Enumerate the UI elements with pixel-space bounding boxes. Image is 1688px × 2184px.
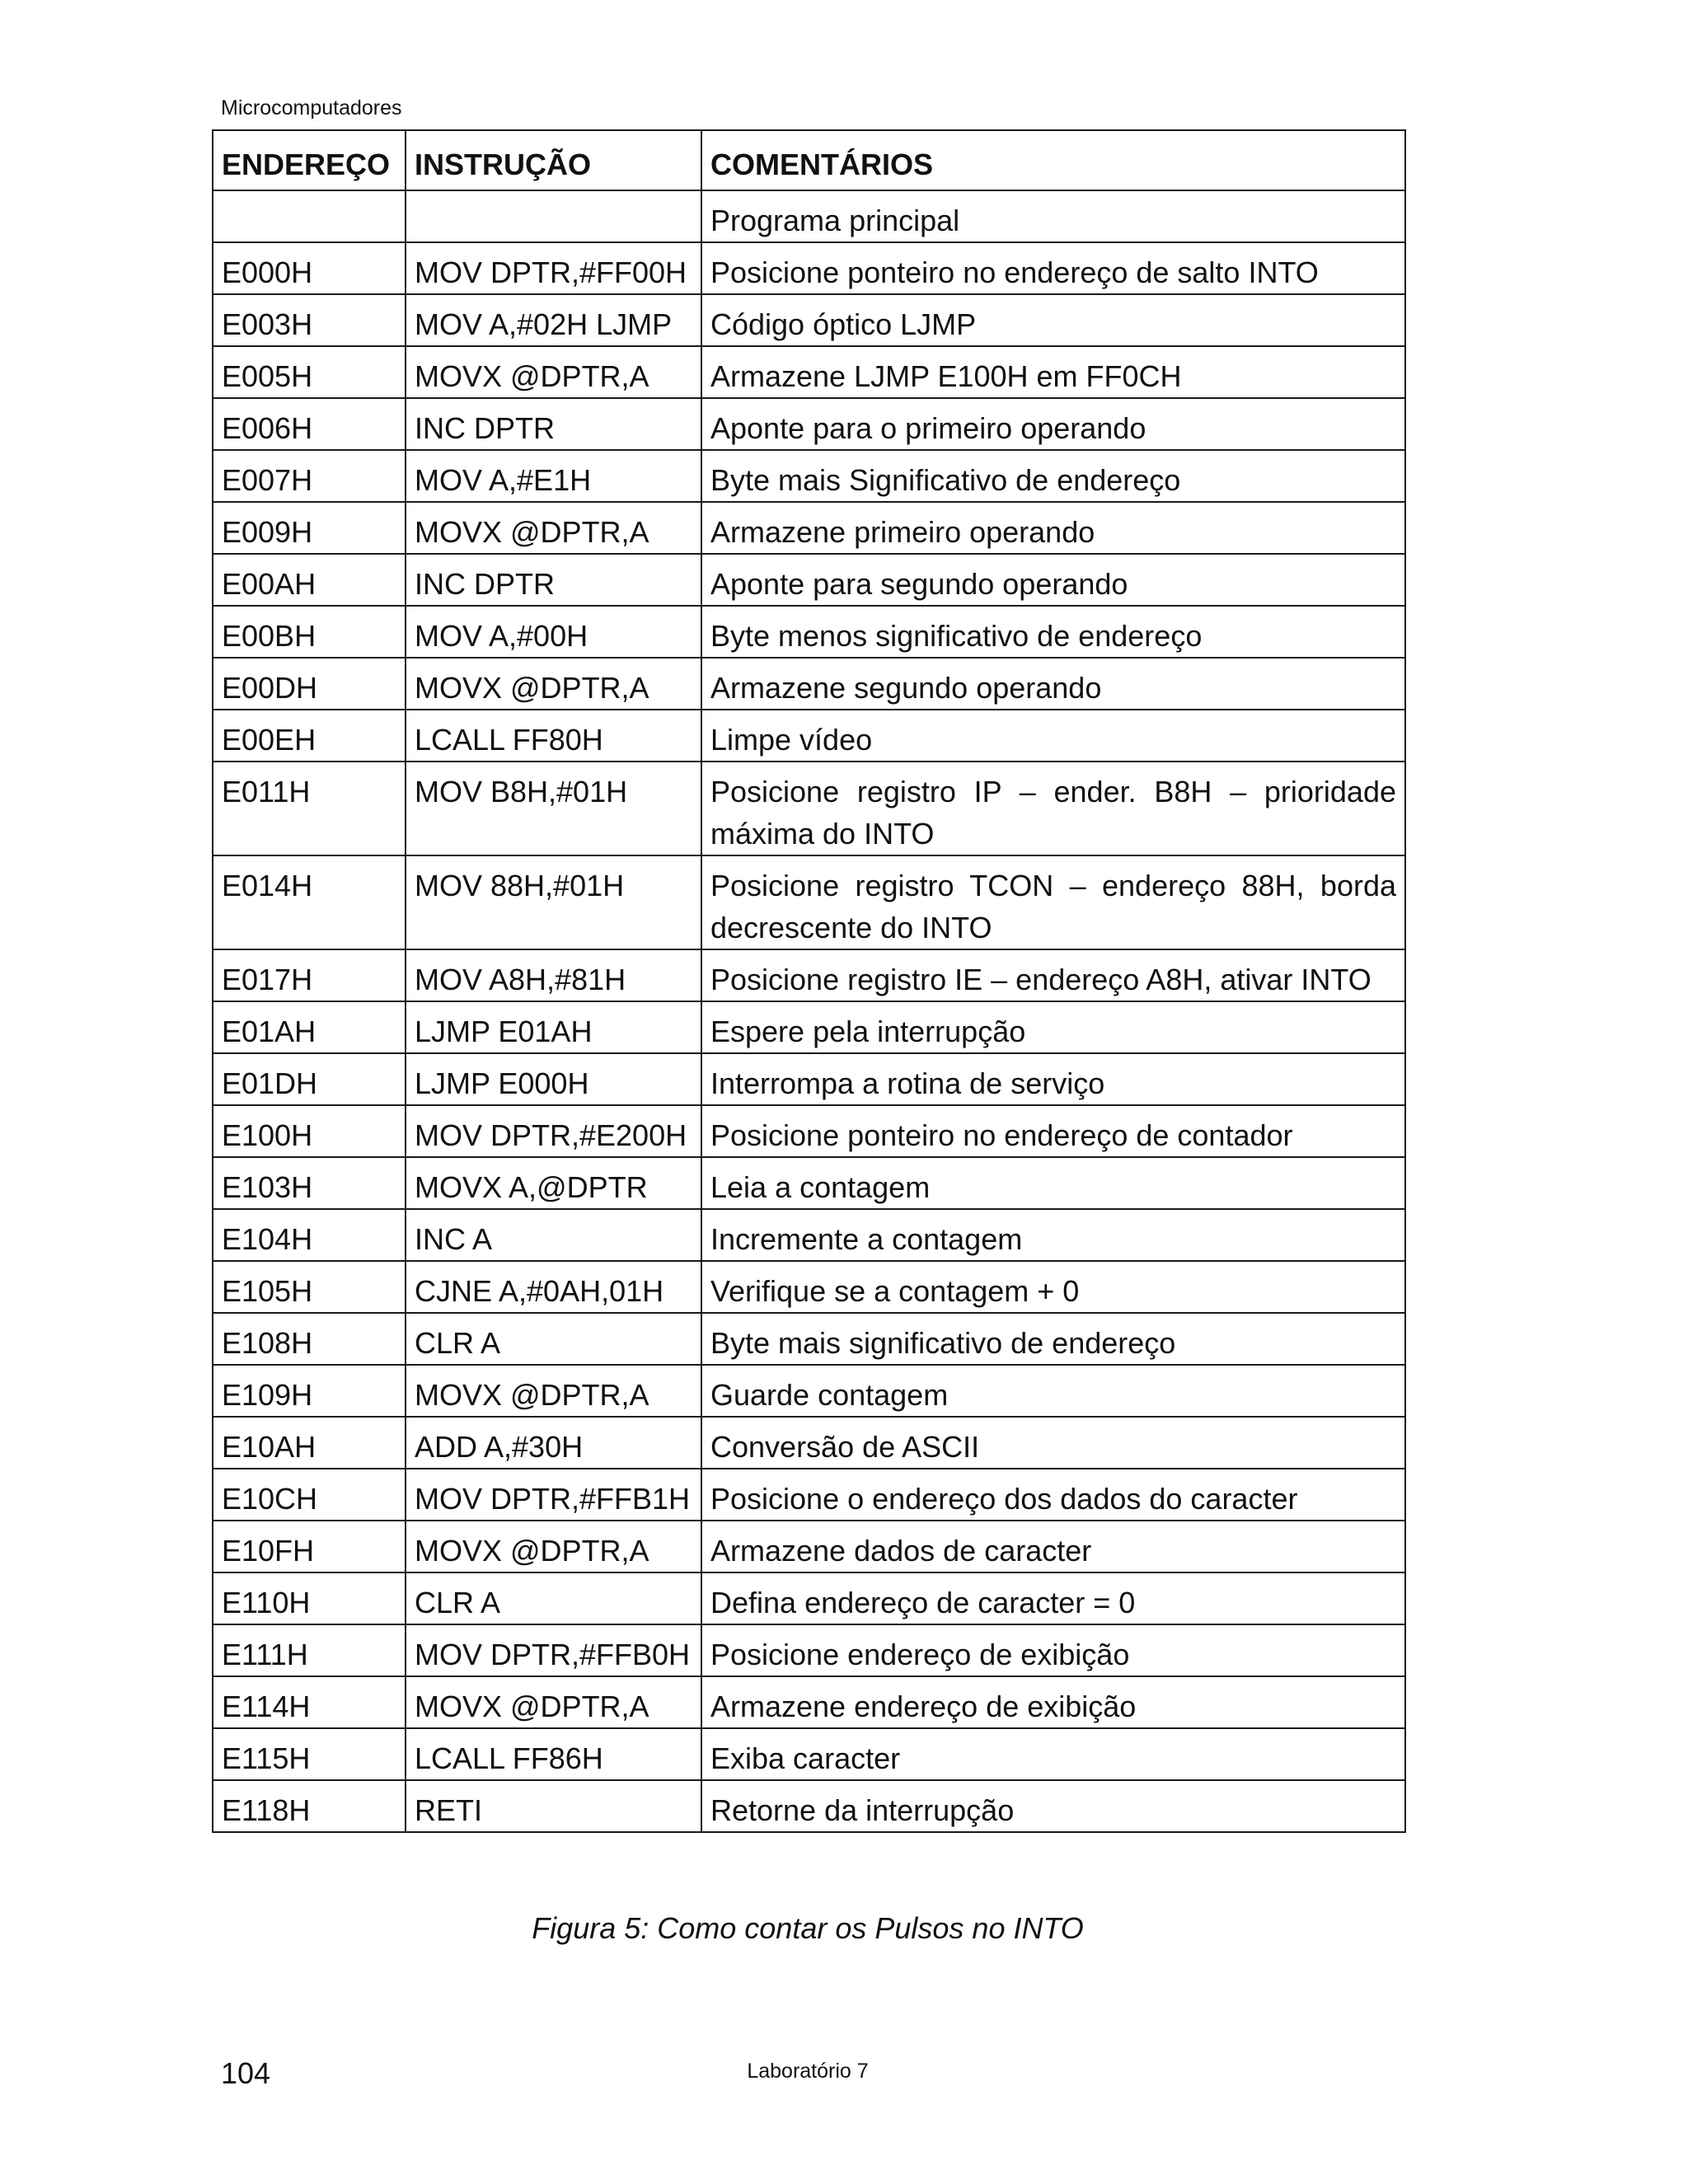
comment-cell: Leia a contagem [701,1157,1405,1209]
table-body [213,190,1405,1832]
instruction-cell: INC DPTR [406,554,701,606]
instruction-cell: MOV A,#02H LJMP [406,294,701,346]
table-row [213,658,1405,710]
instruction-cell: MOV A,#E1H [406,450,701,502]
comment-cell: Defina endereço de caracter = 0 [701,1572,1405,1624]
address-cell: E115H [213,1728,406,1780]
instruction-cell: MOVX @DPTR,A [406,502,701,554]
address-cell: E006H [213,398,406,450]
table-row [213,242,1405,294]
instruction-cell: MOVX A,@DPTR [406,1157,701,1209]
instruction-cell: MOVX @DPTR,A [406,658,701,710]
address-cell: E01DH [213,1053,406,1105]
page-number: 104 [221,2056,271,2090]
address-cell: E00EH [213,710,406,762]
table-row [213,1469,1405,1521]
comment-cell: Byte mais Significativo de endereço [701,450,1405,502]
comment-cell: Exiba caracter [701,1728,1405,1780]
table-row [213,1157,1405,1209]
instruction-cell: LJMP E000H [406,1053,701,1105]
address-cell: E10FH [213,1521,406,1572]
address-cell: E011H [213,762,406,855]
comment-cell: Posicione o endereço dos dados do caracter [701,1469,1405,1521]
assembly-listing-table [212,129,1406,1833]
comment-cell: Posicione ponteiro no endereço de salto INTO [701,242,1405,294]
comment-cell: Guarde contagem [701,1365,1405,1417]
address-cell: E00BH [213,606,406,658]
instruction-cell: MOV DPTR,#FF00H [406,242,701,294]
instruction-cell: MOV B8H,#01H [406,762,701,855]
instruction-cell: MOV 88H,#01H [406,855,701,949]
table-row [213,1261,1405,1313]
address-cell: E110H [213,1572,406,1624]
table-header-row [213,130,1405,190]
table-row [213,1053,1405,1105]
instruction-cell: LCALL FF80H [406,710,701,762]
instruction-cell: MOVX @DPTR,A [406,1676,701,1728]
instruction-cell: ADD A,#30H [406,1417,701,1469]
column-header-comments: COMENTÁRIOS [701,130,1405,190]
address-cell: E108H [213,1313,406,1365]
table-row [213,450,1405,502]
table-row [213,1676,1405,1728]
table-row [213,346,1405,398]
instruction-cell: MOV DPTR,#E200H [406,1105,701,1157]
comment-cell: Retorne da interrupção [701,1780,1405,1832]
table-row [213,554,1405,606]
address-cell: E103H [213,1157,406,1209]
address-cell: E104H [213,1209,406,1261]
address-cell: E10CH [213,1469,406,1521]
comment-cell: Programa principal [701,190,1405,242]
address-cell: E01AH [213,1001,406,1053]
comment-cell: Posicione registro IE – endereço A8H, ativar INTO [701,949,1405,1001]
address-cell: E114H [213,1676,406,1728]
instruction-cell: MOVX @DPTR,A [406,1365,701,1417]
comment-cell: Armazene dados de caracter [701,1521,1405,1572]
comment-cell: Byte menos significativo de endereço [701,606,1405,658]
address-cell: E005H [213,346,406,398]
comment-cell: Interrompa a rotina de serviço [701,1053,1405,1105]
address-cell: E10AH [213,1417,406,1469]
table-row [213,1521,1405,1572]
instruction-cell: CLR A [406,1313,701,1365]
table-row [213,1313,1405,1365]
address-cell: E014H [213,855,406,949]
instruction-cell: INC A [406,1209,701,1261]
table-row [213,710,1405,762]
instruction-cell: CJNE A,#0AH,01H [406,1261,701,1313]
comment-cell: Byte mais significativo de endereço [701,1313,1405,1365]
instruction-cell: LCALL FF86H [406,1728,701,1780]
address-cell: E00DH [213,658,406,710]
address-cell: E009H [213,502,406,554]
instruction-cell: MOV A,#00H [406,606,701,658]
comment-cell: Incremente a contagem [701,1209,1405,1261]
comment-cell: Verifique se a contagem + 0 [701,1261,1405,1313]
instruction-cell: CLR A [406,1572,701,1624]
address-cell: E007H [213,450,406,502]
table-row [213,398,1405,450]
table-row [213,502,1405,554]
comment-cell: Posicione registro TCON – endereço 88H, borda decrescente do INTO [701,855,1405,949]
instruction-cell: INC DPTR [406,398,701,450]
address-cell: E105H [213,1261,406,1313]
instruction-cell: MOVX @DPTR,A [406,1521,701,1572]
instruction-cell: MOV DPTR,#FFB1H [406,1469,701,1521]
table-row [213,294,1405,346]
figure-caption: Figura 5: Como contar os Pulsos no INTO [532,1911,1084,1945]
column-header-instruction: INSTRUÇÃO [406,130,701,190]
address-cell: E109H [213,1365,406,1417]
table-row [213,1105,1405,1157]
comment-cell: Posicione registro IP – ender. B8H – prioridade máxima do INTO [701,762,1405,855]
comment-cell: Armazene endereço de exibição [701,1676,1405,1728]
address-cell: E000H [213,242,406,294]
instruction-cell [406,190,701,242]
comment-cell: Armazene primeiro operando [701,502,1405,554]
instruction-cell: LJMP E01AH [406,1001,701,1053]
comment-cell: Conversão de ASCII [701,1417,1405,1469]
table-row [213,1572,1405,1624]
table-row [213,762,1405,855]
address-cell: E00AH [213,554,406,606]
table-row [213,1417,1405,1469]
address-cell: E100H [213,1105,406,1157]
comment-cell: Aponte para o primeiro operando [701,398,1405,450]
table-row [213,1001,1405,1053]
comment-cell: Armazene LJMP E100H em FF0CH [701,346,1405,398]
address-cell: E003H [213,294,406,346]
instruction-cell: MOVX @DPTR,A [406,346,701,398]
address-cell: E017H [213,949,406,1001]
table-row [213,855,1405,949]
footer-chapter-title: Laboratório 7 [747,2060,869,2083]
table-row [213,1209,1405,1261]
table-row [213,949,1405,1001]
table-row [213,1728,1405,1780]
comment-cell: Limpe vídeo [701,710,1405,762]
column-header-address: ENDEREÇO [213,130,406,190]
comment-cell: Posicione endereço de exibição [701,1624,1405,1676]
address-cell [213,190,406,242]
table-row [213,606,1405,658]
table-row [213,190,1405,242]
address-cell: E118H [213,1780,406,1832]
table-row [213,1624,1405,1676]
comment-cell: Aponte para segundo operando [701,554,1405,606]
address-cell: E111H [213,1624,406,1676]
instruction-cell: MOV DPTR,#FFB0H [406,1624,701,1676]
comment-cell: Espere pela interrupção [701,1001,1405,1053]
comment-cell: Armazene segundo operando [701,658,1405,710]
table-row [213,1780,1405,1832]
table-row [213,1365,1405,1417]
running-header: Microcomputadores [221,96,402,120]
comment-cell: Código óptico LJMP [701,294,1405,346]
comment-cell: Posicione ponteiro no endereço de contador [701,1105,1405,1157]
instruction-cell: MOV A8H,#81H [406,949,701,1001]
instruction-cell: RETI [406,1780,701,1832]
